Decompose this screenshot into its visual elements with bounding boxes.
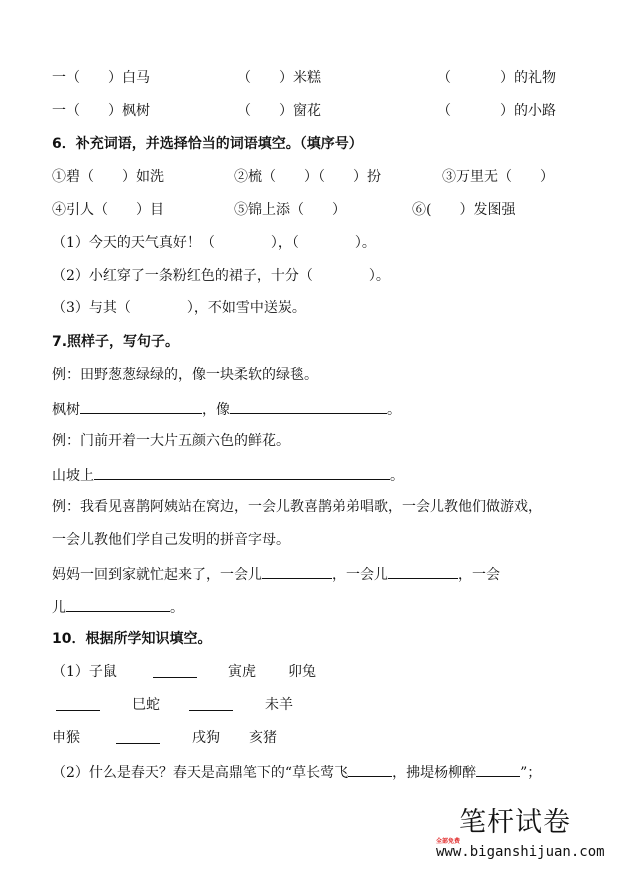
q7-example-2: 例：门前开着一大片五颜六色的鲜花。 [52,433,290,449]
q7-example-1: 例：田野葱葱绿绿的，像一块柔软的绿毯。 [52,367,318,383]
zodiac-row1-label: （1）子鼠 [52,664,117,680]
zodiac-row1-w3: 卯兔 [288,664,316,680]
blank-4[interactable] [262,564,332,579]
q10-title: 10．根据所学知识填空。 [52,631,212,647]
q10-part2-text-b: ，拂堤杨柳醉 [392,765,477,781]
zodiac-row3-w0: 申猴 [52,730,80,746]
zodiac-row3-w2: 亥猪 [249,730,277,746]
q10-part2-text-c: ”； [520,765,542,781]
zodiac-row2-w1: 巳蛇 [132,697,160,713]
row2-col3-close: ）的小路 [500,103,556,119]
blank-spring-1[interactable] [348,762,392,777]
q7-title: 7.照样子，写句子。 [52,334,180,350]
zodiac-blank-4[interactable] [116,729,160,749]
fill3-label2: 儿 [52,600,66,616]
watermark-free-tag: 全部免费 [436,838,461,845]
q6-word-3: ③万里无（ ） [442,169,554,185]
zodiac-row3-w1: 戌狗 [192,730,220,746]
fill2-end: 。 [390,468,404,484]
q7-fill-2 [52,465,404,485]
blank-5[interactable] [388,564,458,579]
fill1-label: 枫树 [52,402,80,418]
q6-word-1: ①碧（ ）如洗 [52,169,164,185]
row2-col3-open: （ [437,103,451,119]
zodiac-row1-w2: 寅虎 [228,664,256,680]
q7-example-3-line2: 一会儿教他们学自己发明的拼音字母。 [52,532,290,548]
q6-word-2: ②梳（ ）（ ）扮 [234,169,381,185]
zodiac-row2-w2: 未羊 [265,697,293,713]
blank-1[interactable] [80,399,202,414]
q6-word-5: ⑤锦上添（ ） [234,202,346,218]
q6-sentence-1: （1）今天的天气真好！（ ），（ ）。 [52,235,376,251]
q6-word-4: ④引人（ ）目 [52,202,164,218]
row1-col1: 一（ ）白马 [52,70,150,86]
blank-3[interactable] [94,465,390,480]
row1-col3-close: ）的礼物 [500,70,556,86]
row1-col3-open: （ [437,70,451,86]
fill1-end: 。 [387,402,401,418]
row1-col2: （ ）米糕 [237,70,321,86]
q7-fill-3-line1 [52,564,500,584]
q7-fill-3-line2 [52,597,184,617]
zodiac-blank-2[interactable] [56,696,100,716]
watermark-logo-name: 笔杆试卷 [459,807,571,838]
watermark-url: www.biganshijuan.com [436,844,605,860]
fill3-label: 妈妈一回到家就忙起来了，一会儿 [52,567,262,583]
fill2-label: 山坡上 [52,468,94,484]
zodiac-blank-1[interactable] [153,663,197,683]
fill3-end: 。 [170,600,184,616]
fill1-mid: ，像 [202,402,230,418]
fill3-mid: ，一会儿 [332,567,388,583]
blank-spring-2[interactable] [476,762,520,777]
q6-sentence-2: （2）小红穿了一条粉红色的裙子，十分（ ）。 [52,268,390,284]
q7-fill-1 [52,399,401,419]
row2-col1: 一（ ）枫树 [52,103,150,119]
blank-6[interactable] [66,597,170,612]
zodiac-blank-3[interactable] [189,696,233,716]
q10-part2 [52,762,541,782]
row2-col2: （ ）窗花 [237,103,321,119]
fill3-mid2: ，一会 [458,567,500,583]
q7-example-3-line1: 例：我看见喜鹊阿姨站在窝边，一会儿教喜鹊弟弟唱歌，一会儿教他们做游戏， [52,499,542,515]
q10-part2-text-a: （2）什么是春天？春天是高鼎笔下的“草长莺飞 [52,765,349,781]
q6-title: 6．补充词语，并选择恰当的词语填空。（填序号） [52,136,363,152]
q6-sentence-3: （3）与其（ ），不如雪中送炭。 [52,300,306,316]
blank-2[interactable] [230,399,387,414]
q6-word-6: ⑥( ）发图强 [412,202,516,218]
